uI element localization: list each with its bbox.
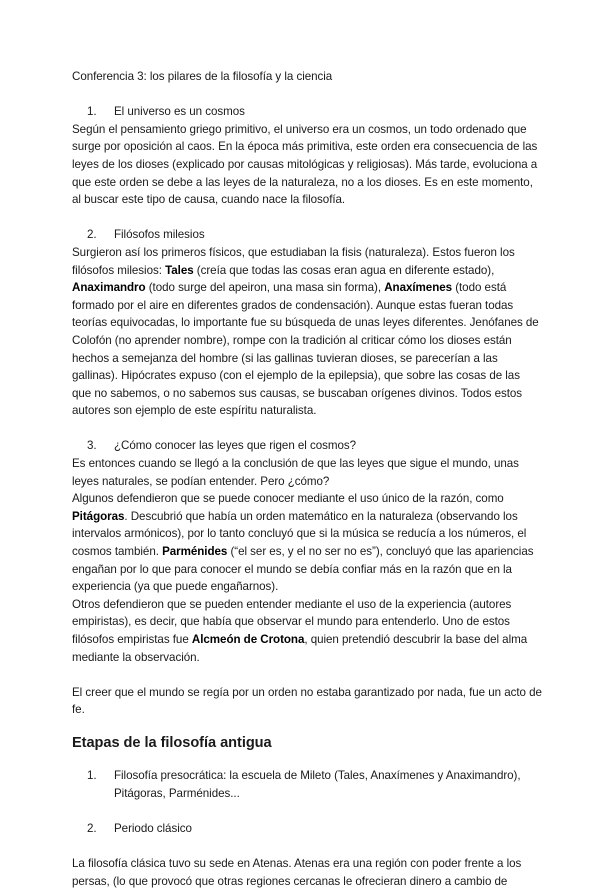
bold-name-parmenides: Parménides — [162, 545, 228, 559]
list-number: 1. — [87, 768, 97, 782]
text-run: Algunos defendieron que se puede conocer mediante el uso único de la razón, como — [72, 492, 504, 506]
text-run: (todo surge del apeiron, una masa sin forma), — [145, 281, 385, 295]
closing-paragraph: La filosofía clásica tuvo su sede en Atenas. Atenas era una región con poder frente a los persas, (lo que provocó que otras regiones cercanas le ofrecieran dinero a cambio de — [72, 856, 522, 888]
bold-name-alcmeon: Alcmeón de Crotona — [191, 633, 305, 646]
text-run: . Descubrió que había un orden matemático en la naturaleza (observando los intervalos armónicos), por lo tanto concluyó que si la música se reducía a los números, el cosmos también. — [72, 509, 527, 559]
section-3-paragraph-2 — [72, 490, 542, 596]
list-number: 2. — [87, 228, 97, 242]
bold-name-pitagoras: Pitágoras — [72, 509, 125, 523]
bold-name-anaximenes: Anaxímenes — [384, 281, 453, 295]
section-3-paragraph-3 — [72, 596, 542, 666]
bold-name-anaximandro: Anaximandro — [72, 281, 146, 295]
stage-2 — [72, 820, 542, 838]
list-number: 2. — [87, 821, 97, 835]
list-text: El universo es un cosmos — [114, 105, 245, 119]
section-2-heading — [72, 226, 542, 244]
section-3-paragraph-4: El creer que el mundo se regía por un orden no estaba garantizado por nada, fue un acto de fe. — [72, 685, 542, 717]
section-3-heading — [72, 437, 542, 455]
text-run: (creía que todas las cosas eran agua en diferente estado), — [193, 263, 495, 277]
section-3-paragraph-1: Es entonces cuando se llegó a la conclusión de que las leyes que sigue el mundo, unas leyes naturales, se podían entender. Pero ¿cómo? — [72, 457, 519, 488]
document-page — [72, 68, 542, 890]
list-number: 1. — [87, 105, 97, 119]
document-title: Conferencia 3: los pilares de la filosofía y la ciencia — [72, 70, 333, 83]
heading-etapas: Etapas de la filosofía antigua — [72, 734, 272, 751]
list-text: Periodo clásico — [114, 821, 192, 835]
text-run: , quien pretendió descubrir la base del alma mediante la observación. — [72, 633, 528, 664]
section-1-paragraph: Según el pensamiento griego primitivo, el universo era un cosmos, un todo ordenado que surge por oposición al caos. En la época más primitiva, este orden era consecuencia de las leyes de los dioses (explicado por causas mitológicas y religiosas). Más tarde, evoluciona a que este orden se debe a las leyes de la naturaleza, no a los dioses. Es en este momento, al buscar este tipo de causa, cuando nace la filosofía. — [72, 122, 538, 207]
stage-1 — [72, 767, 542, 802]
text-run: Surgieron así los primeros físicos, que estudiaban la fisis (naturaleza). Estos fueron los filósofos milesios: — [72, 245, 515, 277]
section-1-heading — [72, 103, 542, 121]
list-text: Filosofía presocrática: la escuela de Mileto (Tales, Anaxímenes y Anaximandro), Pitágoras, Parménides... — [114, 768, 521, 800]
list-text: Filósofos milesios — [114, 228, 205, 242]
bold-name-tales: Tales — [165, 263, 194, 277]
text-run: (“el ser es, y el no ser no es”), concluyó que las apariencias engañan por lo que para conocer el mundo se debía confiar más en la razón que en la experiencia (ya que puede engañarnos). — [72, 545, 534, 594]
list-text: ¿Cómo conocer las leyes que rigen el cosmos? — [114, 439, 357, 453]
list-number: 3. — [87, 439, 97, 453]
section-2-paragraph — [72, 244, 542, 420]
text-run: Otros defendieron que se pueden entender mediante el uso de la experiencia (autores empiristas), es decir, que había que observar el mundo para entenderlo. Uno de estos filósofos empiristas fue — [72, 597, 512, 646]
text-run: (todo está formado por el aire en diferentes grados de condensación). Aunque estas fueran todas teorías equivocadas, lo importante fue su búsqueda de unas leyes diferentes. Jenófanes de Colofón (no aprender nombre), rompe con la tradición al criticar cómo los dioses están hechos a semejanza del hombre (si las gallinas tuvieran dioses, se parecerían a las gallinas). Hipócrates expuso (con el ejemplo de la epilepsia), que sobre las cosas de las que no sabemos, o no sabemos sus causas, se buscaban orígenes divinos. Todos estos autores son ejemplo de este espíritu naturalista. — [72, 281, 539, 418]
